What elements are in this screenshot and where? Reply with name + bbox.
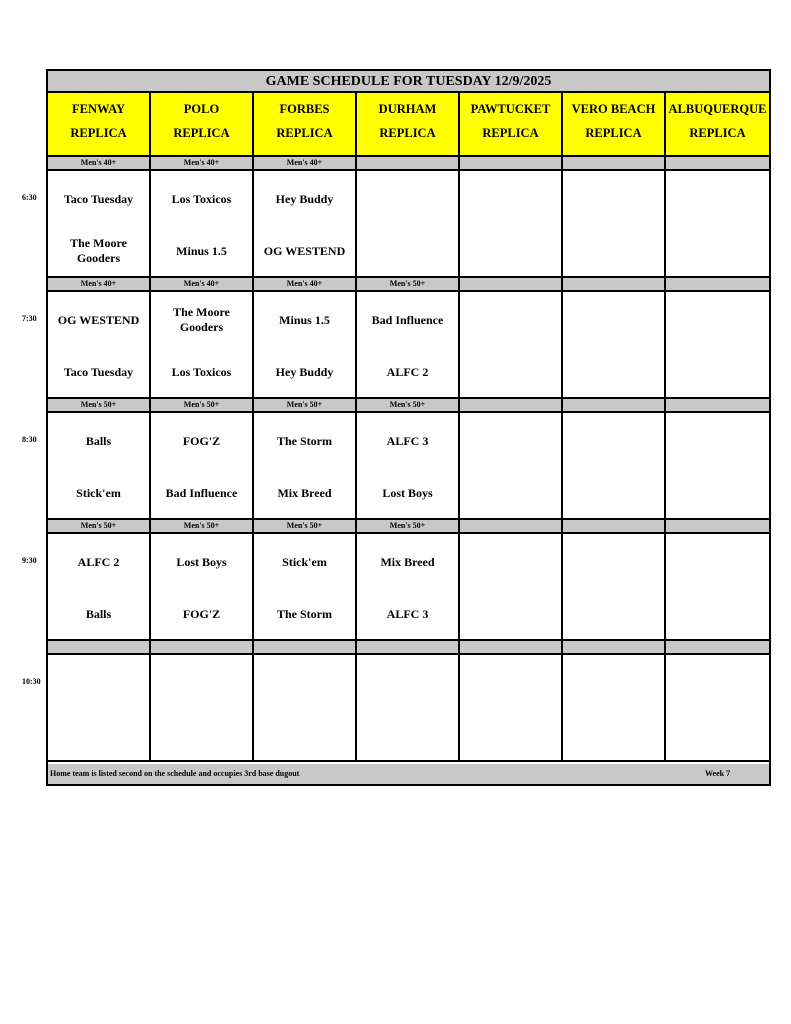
field-name: POLO [183,102,220,116]
game-cell [151,171,254,278]
away-team: FOG'Z [182,433,221,448]
game-cell [563,534,666,641]
division-label [460,157,563,171]
away-team [668,425,767,457]
away-team: The Moore Gooders [173,305,230,334]
division-label [563,641,666,655]
division-label [666,641,769,655]
field-header-vero-beach [563,93,666,157]
division-label [357,157,460,171]
game-cell [460,655,563,762]
away-team [565,425,662,457]
division-label [48,641,151,655]
away-team [359,183,456,215]
home-team [565,477,662,509]
time-label: 8:30 [22,435,37,444]
field-header-forbes [254,93,357,157]
game-cell [151,413,254,520]
game-cell [357,655,460,762]
away-team: ALFC 2 [77,554,120,569]
home-team: Bad Influence [165,485,238,500]
home-team [462,356,559,388]
field-header-pawtucket [460,93,563,157]
division-label: Men's 50+ [254,399,357,413]
division-band [48,278,769,292]
away-team: OG WESTEND [57,312,140,327]
game-cell [460,171,563,278]
division-band [48,157,769,171]
field-sub: REPLICA [173,126,230,140]
away-team [462,425,559,457]
away-team: Bad Influence [371,312,444,327]
away-team [359,667,456,699]
home-team [668,235,767,267]
game-cell [460,413,563,520]
game-cell [666,292,769,399]
schedule-table [46,69,771,786]
home-team [462,477,559,509]
away-team [565,546,662,578]
game-slot-row [48,534,769,641]
away-team: Hey Buddy [275,191,334,206]
field-sub: REPLICA [689,126,746,140]
division-label [563,278,666,292]
footer-note: Home team is listed second on the schedule and occupies 3rd base dugout [50,769,300,778]
away-team [462,183,559,215]
division-label: Men's 40+ [151,157,254,171]
away-team: Minus 1.5 [279,312,330,327]
game-cell [254,171,357,278]
division-band [48,641,769,655]
away-team: Taco Tuesday [63,191,134,206]
game-cell [254,534,357,641]
home-team: The Moore Gooders [70,236,127,265]
away-team [462,546,559,578]
field-header-polo [151,93,254,157]
division-label: Men's 50+ [357,278,460,292]
away-team [565,183,662,215]
home-team [565,356,662,388]
game-cell [151,534,254,641]
home-team: OG WESTEND [263,243,346,258]
home-team [153,719,250,751]
home-team: Los Toxicos [171,364,232,379]
game-cell [666,171,769,278]
division-label: Men's 50+ [254,520,357,534]
game-cell [460,534,563,641]
home-team [668,598,767,630]
home-team: Mix Breed [277,485,332,500]
game-cell [48,655,151,762]
time-label: 7:30 [22,314,37,323]
game-cell [48,413,151,520]
field-header-fenway [48,93,151,157]
away-team: Stick'em [282,554,327,569]
division-label [357,641,460,655]
home-team: FOG'Z [182,606,221,621]
game-slot-row [48,655,769,762]
away-team: Los Toxicos [171,191,232,206]
field-sub: REPLICA [276,126,333,140]
home-team [50,719,147,751]
division-label: Men's 50+ [48,399,151,413]
division-label [460,641,563,655]
division-label: Men's 40+ [254,278,357,292]
game-cell [563,171,666,278]
field-name: DURHAM [378,102,437,116]
time-label: 10:30 [22,677,41,686]
game-cell [666,413,769,520]
division-label [666,157,769,171]
home-team [359,719,456,751]
time-label: 6:30 [22,193,37,202]
away-team: ALFC 3 [386,433,429,448]
game-cell [357,292,460,399]
home-team: Taco Tuesday [63,364,134,379]
away-team [50,667,147,699]
field-name: VERO BEACH [571,102,656,116]
division-label: Men's 40+ [48,278,151,292]
division-band [48,520,769,534]
division-label: Men's 40+ [151,278,254,292]
home-team [668,477,767,509]
away-team [668,667,767,699]
away-team [256,667,353,699]
division-label [254,641,357,655]
home-team: Stick'em [76,485,121,500]
field-name: FORBES [279,102,330,116]
field-name: ALBUQUERQUE [668,102,767,116]
division-label [666,399,769,413]
field-sub: REPLICA [379,126,436,140]
time-label: 9:30 [22,556,37,565]
home-team: The Storm [277,606,332,621]
away-team: Lost Boys [176,554,227,569]
game-cell [254,292,357,399]
field-header-durham [357,93,460,157]
home-team [359,235,456,267]
division-band [48,399,769,413]
home-team: Hey Buddy [275,364,334,379]
game-cell [460,292,563,399]
division-label: Men's 50+ [151,520,254,534]
division-label [563,520,666,534]
field-header-row [48,93,769,157]
division-label [460,278,563,292]
home-team: Lost Boys [382,485,433,500]
field-sub: REPLICA [482,126,539,140]
footer-bar [48,764,769,784]
division-label: Men's 50+ [151,399,254,413]
game-cell [151,292,254,399]
home-team: Balls [85,606,112,621]
game-cell [48,534,151,641]
field-sub: REPLICA [585,126,642,140]
away-team [565,304,662,336]
division-label: Men's 50+ [357,520,460,534]
field-header-albuquerque [666,93,769,157]
week-label: Week 7 [705,769,731,778]
away-team [462,304,559,336]
home-team [462,598,559,630]
division-label: Men's 50+ [48,520,151,534]
field-sub: REPLICA [70,126,127,140]
game-cell [563,655,666,762]
home-team: Minus 1.5 [176,243,227,258]
home-team [668,356,767,388]
division-label: Men's 50+ [357,399,460,413]
game-cell [666,534,769,641]
division-label: Men's 40+ [48,157,151,171]
game-cell [151,655,254,762]
division-label [666,520,769,534]
game-cell [48,171,151,278]
away-team: Balls [85,433,112,448]
division-label [563,157,666,171]
game-slot-row [48,292,769,399]
game-cell [666,655,769,762]
game-slot-row [48,171,769,278]
game-cell [254,413,357,520]
home-team [256,719,353,751]
away-team [668,183,767,215]
division-label [460,399,563,413]
away-team: The Storm [277,433,332,448]
field-name: PAWTUCKET [470,102,551,116]
home-team: ALFC 3 [386,606,429,621]
home-team [565,598,662,630]
game-cell [357,413,460,520]
away-team: Mix Breed [380,554,435,569]
away-team [153,667,250,699]
division-label [151,641,254,655]
home-team [462,719,559,751]
game-cell [357,534,460,641]
away-team [668,546,767,578]
game-cell [48,292,151,399]
division-label [563,399,666,413]
game-slot-row [48,413,769,520]
division-label: Men's 40+ [254,157,357,171]
game-cell [563,413,666,520]
division-label [666,278,769,292]
field-name: FENWAY [71,102,126,116]
home-team [565,719,662,751]
away-team [565,667,662,699]
division-label [460,520,563,534]
home-team [565,235,662,267]
away-team [668,304,767,336]
home-team [462,235,559,267]
game-cell [254,655,357,762]
schedule-title: GAME SCHEDULE FOR TUESDAY 12/9/2025 [48,71,769,93]
home-team: ALFC 2 [386,364,429,379]
away-team [462,667,559,699]
game-cell [563,292,666,399]
home-team [668,719,767,751]
game-cell [357,171,460,278]
